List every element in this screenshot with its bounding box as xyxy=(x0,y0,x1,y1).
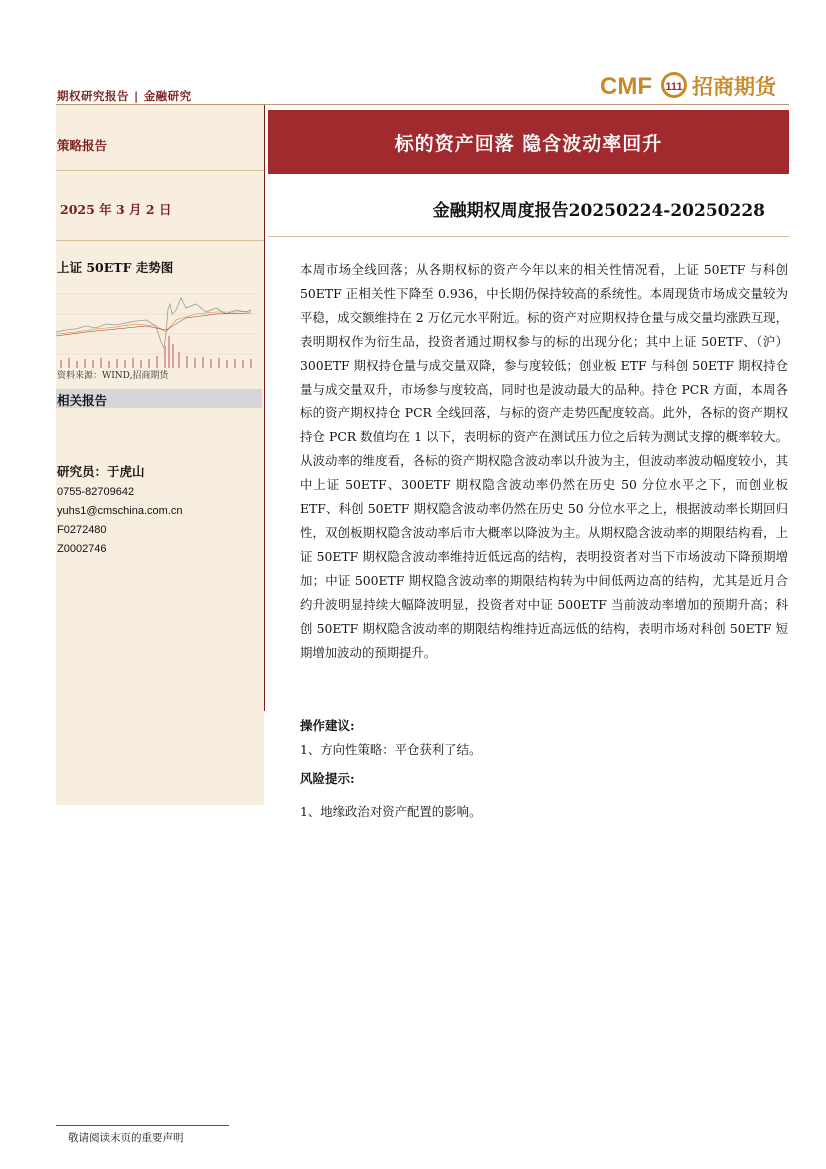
chart-ma-line xyxy=(56,311,251,334)
logo-name-text: 招商期货 xyxy=(692,74,776,99)
report-title: 金融期权周度报告20250224-20250228 xyxy=(432,201,765,221)
logo-cmf-text: CMF xyxy=(600,73,652,100)
risk-title: 风险提示: xyxy=(300,771,355,786)
title-banner: 标的资产回落 隐含波动率回升 xyxy=(268,110,789,174)
category-label: 策略报告 xyxy=(57,138,108,153)
title-divider xyxy=(268,236,789,237)
sidebar-divider xyxy=(56,170,264,171)
header-tag xyxy=(57,88,192,104)
sidebar-divider xyxy=(56,240,264,241)
report-body xyxy=(300,258,788,664)
footer-divider xyxy=(56,1125,229,1126)
chart-volume-bars xyxy=(60,336,252,368)
analyst-license-z: Z0002746 xyxy=(57,543,107,555)
etf-trend-chart xyxy=(56,274,261,370)
sidebar-rule xyxy=(264,105,265,711)
risk-item: 1、地缘政治对资产配置的影响。 xyxy=(300,804,482,819)
header-separator: | xyxy=(134,89,139,103)
ops-title: 操作建议: xyxy=(300,718,355,733)
analyst-phone: 0755-82709642 xyxy=(57,486,135,498)
report-date: 2025 年 3 月 2 日 xyxy=(60,202,172,217)
analyst-name: 研究员：于虎山 xyxy=(57,464,145,479)
logo-badge-text: 111 xyxy=(665,81,683,93)
footer-disclaimer: 敬请阅读末页的重要声明 xyxy=(68,1132,184,1144)
cmf-logo xyxy=(600,68,788,104)
ops-item: 1、方向性策略：平仓获利了结。 xyxy=(300,742,482,757)
analyst-email[interactable]: yuhs1@cmschina.com.cn xyxy=(57,505,183,517)
chart-title: 上证 50ETF 走势图 xyxy=(57,260,174,275)
chart-gridlines xyxy=(56,294,256,354)
chart-price-line xyxy=(56,298,251,348)
research-area: 金融研究 xyxy=(143,89,192,103)
body-paragraph: 本周市场全线回落；从各期权标的资产今年以来的相关性情况看，上证 50ETF 与科创 50ETF 正相关性下降至 0.936，中长期仍保持较高的系统性。本周现货市场成交量较为平稳，成交额维持在 2 万亿元水平附近。标的资产对应期权持仓量与成交量均涨跌互现，表明期权作为衍生品，投资者通过期权参与的标的出现分化；其中上证 50ETF、（沪）300ETF 期权持仓量与成交量双降，参与度较低；创业板 ETF 与科创 50ETF 期权持仓量与成交量双升，市场参与度较高，同时也是波动最大的品种。持仓 PCR 方面，本周各标的资产期权持仓 PCR 全线回落，与标的资产走势匹配度较高。此外，各标的资产期权持仓 PCR 数值均在 1 以下，表明标的资产在测试压力位之后转为测试支撑的概率较大。从波动率的维度看，各标的资产期权隐含波动率以升波为主，但波动率波动幅度较小，其中上证 50ETF、300ETF 期权隐含波动率仍然在历史 50 分位水平之下，而创业板 ETF、科创 50ETF 期权隐含波动率仍然在历史 50 分位水平之上，根据波动率长期回归性，双创板期权隐含波动率后市大概率以降波为主。从期权隐含波动率的期限结构看，上证 50ETF 期权隐含波动率维持近低远高的结构，表明投资者对当下市场波动下降预期增加；中证 500ETF 期权隐含波动率的期限结构转为中间低两边高的结构，尤其是近月合约升波明显持续大幅降波明显，投资者对中证 500ETF 当前波动率增加的预期升高；科创 50ETF 期权隐含波动率的期限结构维持近高远低的结构，表明市场对科创 50ETF 短期增加波动的预期提升。 xyxy=(300,262,788,660)
analyst-license-f: F0272480 xyxy=(57,524,107,536)
related-reports-label: 相关报告 xyxy=(57,393,108,408)
chart-source: 资料来源：WIND,招商期货 xyxy=(57,371,169,381)
report-type: 期权研究报告 xyxy=(57,89,129,103)
